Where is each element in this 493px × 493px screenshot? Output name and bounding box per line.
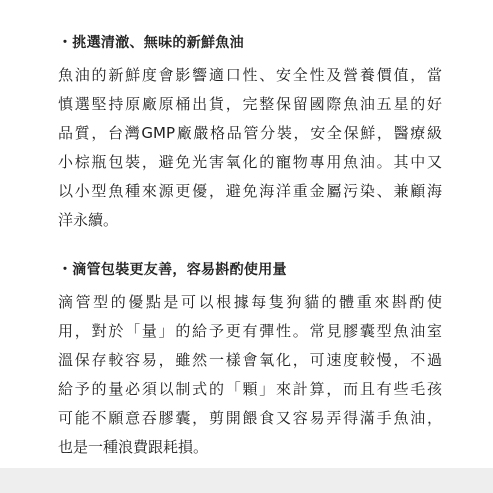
paragraph-line: 可能不願意吞膠囊，剪開餵食又容易弄得滿手魚油，	[58, 409, 442, 427]
section-heading: ・挑選清澈、無味的新鮮魚油	[58, 35, 244, 51]
section-heading: ・滴管包裝更友善，容易斟酌使用量	[58, 262, 287, 278]
paragraph-line: 溫保存較容易，雖然一樣會氧化，可速度較慢，不過	[58, 351, 442, 369]
bottom-divider-bar	[0, 468, 493, 493]
paragraph-line: 滴管型的優點是可以根據每隻狗貓的體重來斟酌使	[58, 293, 442, 311]
paragraph-line: 魚油的新鮮度會影響適口性、安全性及營養價值，當	[58, 66, 442, 84]
paragraph-line: 洋永續。	[58, 211, 119, 229]
paragraph-line: 以小型魚種來源更優，避免海洋重金屬污染、兼顧海	[58, 182, 442, 200]
paragraph-line: 品質，台灣GMP廠嚴格品管分裝，安全保鮮，醫療級	[58, 124, 442, 142]
paragraph-line: 用，對於「量」的給予更有彈性。常見膠囊型魚油室	[58, 322, 442, 340]
article-body	[58, 32, 442, 462]
paragraph-line: 也是一種浪費跟耗損。	[58, 438, 209, 456]
paragraph-line: 給予的量必須以制式的「顆」來計算，而且有些毛孩	[58, 380, 442, 398]
paragraph-line: 慎選堅持原廠原桶出貨，完整保留國際魚油五星的好	[58, 95, 442, 113]
fish-oil-selection-section	[58, 32, 442, 235]
dropper-packaging-section	[58, 259, 442, 462]
paragraph-line: 小棕瓶包裝，避免光害氧化的寵物專用魚油。其中又	[58, 153, 442, 171]
